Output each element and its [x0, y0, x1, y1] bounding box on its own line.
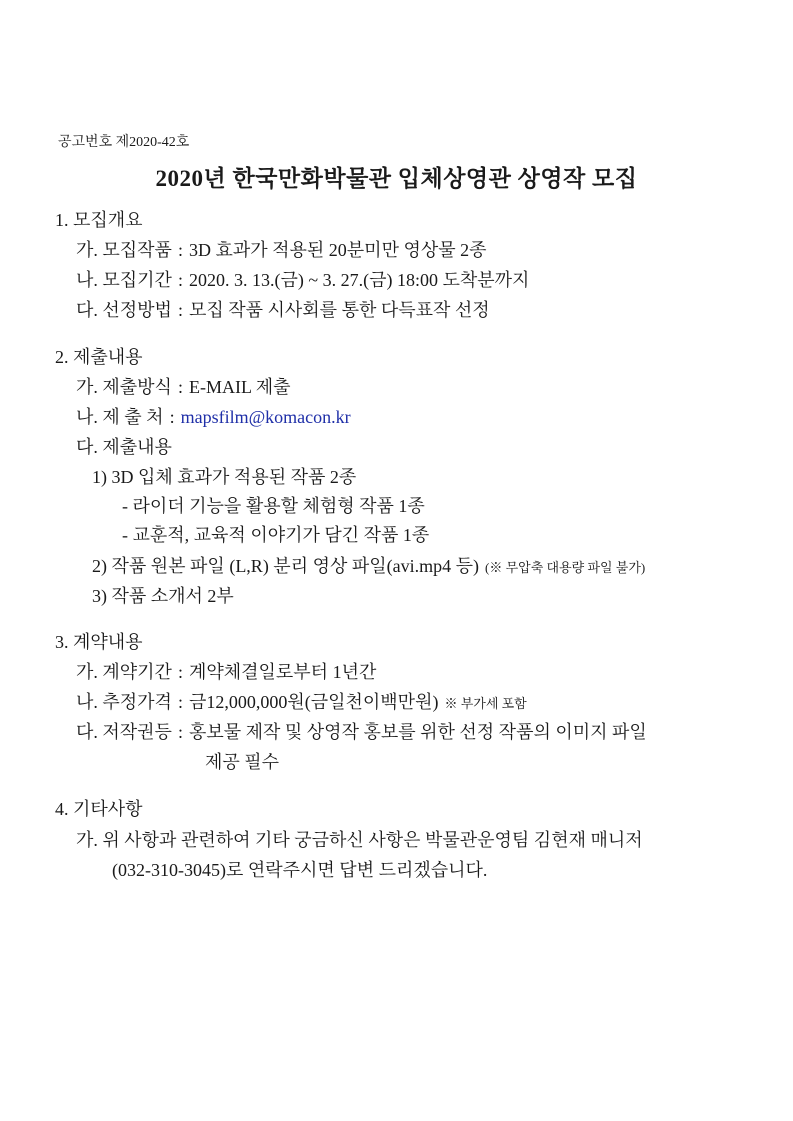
section1-item-3 [76, 298, 490, 322]
section2-heading: 2. 제출내용 [55, 347, 143, 367]
section1-item-1 [76, 238, 487, 262]
item-separator: : [177, 270, 183, 290]
item-value: 2020. 3. 13.(금) ~ 3. 27.(금) 18:00 도착분까지 [188, 270, 530, 290]
item-label: 다. 선정방법 [76, 300, 172, 320]
content-item-1a: - 라이더 기능을 활용할 체험형 작품 1종 [122, 496, 425, 516]
content-item-2-note: (※ 무압축 대용량 파일 불가) [485, 560, 646, 575]
item-label: 가. 모집작품 [76, 240, 172, 260]
price-note: ※ 부가세 포함 [444, 696, 527, 711]
item-separator: : [177, 722, 183, 742]
submission-content-label: 다. 제출내용 [76, 437, 172, 457]
item-separator: : [177, 377, 183, 397]
section4-heading: 4. 기타사항 [55, 799, 143, 819]
contract-period [76, 660, 376, 684]
item-label: 가. 계약기간 [76, 662, 172, 682]
item-value: 홍보물 제작 및 상영작 홍보를 위한 선정 작품의 이미지 파일 [188, 722, 647, 742]
item-separator: : [177, 240, 183, 260]
submission-destination [76, 405, 351, 429]
submission-method [76, 375, 291, 399]
content-item-2-text: 2) 작품 원본 파일 (L,R) 분리 영상 파일(avi.mp4 등) [92, 556, 480, 576]
item-separator: : [177, 300, 183, 320]
item-label: 가. 제출방식 [76, 377, 172, 397]
misc-line-2: (032-310-3045)로 연락주시면 답변 드리겠습니다. [112, 860, 488, 880]
notice-number: 공고번호 제2020-42호 [58, 135, 190, 150]
item-separator: : [169, 407, 175, 427]
item-value: 모집 작품 시사회를 통한 다득표작 선정 [188, 300, 490, 320]
item-value: 금12,000,000원(금일천이백만원) [188, 692, 439, 712]
item-value: 3D 효과가 적용된 20분미만 영상물 2종 [188, 240, 487, 260]
section3-heading: 3. 계약내용 [55, 632, 143, 652]
item-label: 나. 제 출 처 [76, 407, 164, 427]
misc-line-1: 가. 위 사항과 관련하여 기타 궁금하신 사항은 박물관운영팀 김현재 매니저 [76, 830, 643, 850]
estimated-price [76, 690, 527, 716]
content-item-3: 3) 작품 소개서 2부 [92, 586, 234, 606]
content-item-1b: - 교훈적, 교육적 이야기가 담긴 작품 1종 [122, 525, 430, 545]
email-link[interactable]: mapsfilm@komacon.kr [180, 407, 351, 427]
item-label: 나. 추정가격 [76, 692, 172, 712]
item-label: 나. 모집기간 [76, 270, 172, 290]
copyright-terms [76, 720, 734, 744]
section1-heading: 1. 모집개요 [55, 210, 143, 230]
item-value: E-MAIL 제출 [188, 377, 291, 397]
item-separator: : [177, 662, 183, 682]
content-item-1: 1) 3D 입체 효과가 적용된 작품 2종 [92, 467, 357, 487]
page-title: 2020년 한국만화박물관 입체상영관 상영작 모집 [155, 166, 638, 191]
item-label: 다. 저작권등 [76, 722, 172, 742]
item-value: 계약체결일로부터 1년간 [188, 662, 377, 682]
copyright-terms-line2: 제공 필수 [205, 752, 280, 772]
item-separator: : [177, 692, 183, 712]
content-item-2 [92, 554, 645, 580]
section1-item-2 [76, 268, 529, 292]
